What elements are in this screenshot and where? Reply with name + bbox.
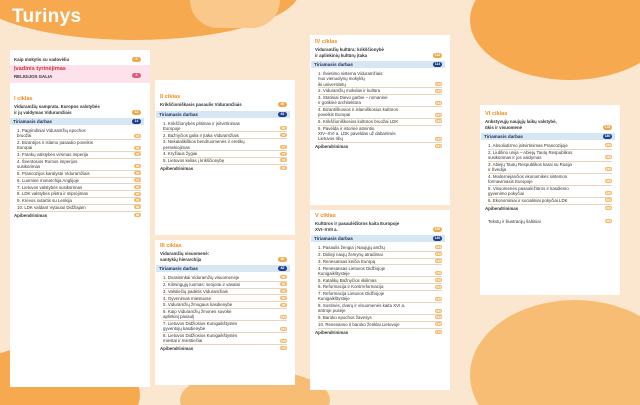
toc-item: susikūrimas ir jos valdymas (488, 155, 542, 161)
toc-item: 5. Krikščioniškosios kultūros bruožai LDK (318, 119, 399, 125)
cycle-label: I ciklas (14, 96, 33, 102)
summary-page-badge: 170 (435, 329, 441, 334)
work-label: Tiriamasis darbas (159, 111, 198, 117)
item-page-badge: 86 (281, 275, 286, 280)
work-bar (10, 118, 144, 125)
item-page-badge: 96 (281, 295, 286, 300)
cycle-title: ir aplinkinių kultūrų įtaka (315, 52, 367, 58)
toc-item: ir gotikinė architektūra (318, 100, 361, 106)
toc-item: 6. Luominė monarchija Anglijoje (17, 177, 79, 183)
item-page-badge: 104 (280, 326, 286, 331)
toc-item: 8. Lietuvos Didžiosios Kunigaikštystės (163, 333, 238, 339)
item-separator (488, 204, 612, 205)
work-page-badge: 114 (434, 62, 441, 67)
item-page-badge: 126 (435, 119, 441, 124)
cycle-page-badge: 112 (434, 52, 441, 57)
summary-page-badge: 88 (135, 212, 140, 217)
cycle-page-badge: 176 (604, 124, 611, 129)
toc-item: 1. Krikščionybės plitimas ir įsitvirtinimas (163, 120, 240, 126)
toc-item: 1. Absoliutizmo įsitvirtinimas Prancūzijoje (488, 143, 568, 149)
toc-item: miestai ir miestiečiai (163, 338, 203, 344)
item-page-badge: 46 (135, 171, 140, 176)
toc-item: 10. Renesanso ir baroko ženklai Lietuvoje (318, 322, 400, 327)
work-bar (311, 61, 445, 68)
cycle-label: IV ciklas (315, 39, 338, 45)
cycle-title: Viduramžių visuomenė: (160, 251, 210, 256)
item-page-badge: 122 (435, 100, 441, 105)
toc-item: persekiojimas (163, 144, 190, 150)
item-separator (163, 164, 287, 165)
toc-item: formavimasis Europoje (488, 179, 533, 185)
summary-label: Apibendrinimas (14, 212, 48, 218)
toc-item: 5. Viduramžių žmogaus kasdienybė (163, 302, 233, 308)
item-page-badge: 120 (435, 88, 441, 93)
cycle-label: III ciklas (160, 243, 182, 249)
toc-item: 2. Viduramžių mokslas ir kultūra (318, 88, 381, 94)
toc-item: 5. Prancūzijos karalystė Viduramžiais (17, 171, 90, 176)
cycle-page-badge: 138 (434, 226, 441, 231)
cycle-title: XVI–XVII a. (315, 226, 338, 232)
work-bar (156, 111, 290, 118)
item-separator (318, 328, 442, 329)
cycle-title: santykių hierarchija (160, 256, 202, 262)
summary-label: Apibendrinimas (485, 205, 519, 211)
item-page-badge: 192 (605, 167, 611, 172)
toc-item: 1. Pagrindiniai Viduramžių epochos (17, 128, 86, 134)
cycle-title: Viduramžių samprata. Europos valstybės (14, 104, 100, 109)
toc-item: 4. Gyvenimas miestuose (163, 295, 212, 301)
toc-item: aplinkinį pasaulį (163, 314, 194, 320)
item-page-badge: 40 (135, 164, 140, 169)
intro-page-badge: 3 (132, 57, 141, 62)
research-topic: RELIGIJOS GALIA (14, 74, 53, 79)
toc-item: 2. Kilmingųjų luomas: senjorai ir vasalai (163, 282, 240, 287)
sources-item: Tekstų ir iliustracijų šaltiniai (488, 218, 541, 224)
toc-item: 6. Pavėlda ir istorinė atmintis. (318, 126, 376, 131)
item-page-badge: 188 (605, 155, 611, 160)
toc-item: susikūrimas (17, 164, 41, 170)
toc-item: Europai (17, 145, 33, 151)
toc-item: ir Švedija (488, 167, 507, 173)
work-label: Tiriamasis darbas (484, 134, 523, 140)
cycle-title: Krikščioniškasis pasaulis Viduramžiais (160, 102, 242, 107)
item-page-badge: 164 (435, 315, 441, 320)
toc-item: 7. Reformacija Lietuvos Didžiojoje (318, 291, 385, 297)
toc-item: XIV–XVI a. LDK paveldas už dabartinės (318, 131, 396, 137)
cycle-title: ūkis ir visuomenė (485, 124, 523, 130)
toc-item: Europoje (163, 125, 181, 131)
summary-page-badge: 110 (281, 346, 286, 351)
toc-item: 1. Pasaulis žengia į Naujųjų amžių (318, 245, 385, 251)
toc-item: 6. Ekonominiai ir socialiniai pokyčiai LDK (488, 198, 568, 203)
cycle-label: II ciklas (160, 94, 181, 100)
item-page-badge: 168 (435, 322, 441, 327)
item-page-badge: 158 (435, 296, 441, 301)
item-page-badge: 74 (281, 144, 286, 149)
item-page-badge: 196 (605, 179, 611, 184)
item-page-badge: 78 (281, 158, 286, 163)
work-page-badge: 140 (434, 236, 441, 241)
work-label: Tiriamasis darbas (159, 266, 198, 272)
toc-item: 3. Valstiečių padėtis Viduramžiais (163, 288, 228, 294)
work-page-badge: 62 (278, 112, 287, 117)
item-page-badge: 146 (435, 252, 441, 257)
item-page-badge: 70 (281, 132, 286, 137)
toc-item: 9. Baroko epochos žavesys (318, 315, 372, 321)
item-page-badge: 118 (436, 81, 441, 86)
work-label: Tiriamasis darbas (314, 62, 353, 68)
bottom-right-shape (470, 300, 640, 405)
toc-item: Lietuvos ribų (318, 136, 343, 142)
item-page-badge: 34 (135, 152, 140, 157)
toc-item: 2. Liublino unija – Abiejų Tautų Respublikos (488, 150, 573, 155)
item-page-badge: 130 (435, 136, 441, 141)
item-page-badge: 28 (135, 145, 140, 150)
toc-item: gyvenimo pokyčiai (488, 191, 524, 197)
toc-item: 3. Frankų valstybės virsmas imperija (17, 152, 89, 158)
item-page-badge: 160 (435, 308, 441, 313)
toc-item: 3. Abiejų Tautų Respublikos karai su Rusija (488, 162, 572, 167)
item-page-badge: 150 (435, 271, 441, 275)
cycle-title: ir jų valdymas Viduramžiais (14, 109, 72, 115)
toc-item: 4. Šventosios Romos imperijos (17, 159, 78, 164)
item-page-badge: 124 (435, 112, 441, 117)
cycle-page-badge: 60 (278, 102, 287, 107)
item-page-badge: 152 (435, 277, 441, 282)
right-orange-shape (470, 0, 640, 80)
work-label: Tiriamasis darbas (314, 236, 353, 242)
item-page-badge: 68 (135, 191, 140, 196)
sources-page-badge: 206 (605, 218, 611, 223)
toc-item: 4. Modernėjančios ekonomikės sistemos (488, 174, 568, 179)
item-page-badge: 184 (605, 143, 611, 148)
item-page-badge: 76 (135, 198, 140, 203)
item-page-badge: 148 (435, 259, 441, 263)
toc-item: 1. Dvasininkai Viduramžių visuomenėje (163, 275, 240, 281)
cycle-page-badge: 12 (132, 110, 141, 115)
toc-item: 7. Lietuvos valstybės susikūrimas (17, 184, 83, 190)
toc-item: 8. Sostinės, dvarų ir visuomenės kaita XVI a. (318, 303, 406, 309)
summary-label: Apibendrinimas (315, 329, 349, 335)
toc-item: 3. Nekatalikiškos bendruomenės ir eretikų (163, 139, 245, 145)
cycle-label: VI ciklas (485, 111, 508, 117)
work-page-badge: 14 (132, 119, 141, 124)
toc-item: 10. LDK valdant Vytautui Didžiajam (17, 205, 86, 210)
cycle-title: Kultūros ir pasaulėžiūros kaita Europoje (315, 221, 400, 226)
work-page-badge: 180 (604, 134, 611, 139)
cycle-title: Ankstyvųjų naujųjų laikų valstybė, (485, 119, 557, 124)
summary-label: Apibendrinimas (160, 346, 194, 352)
summary-page-badge: 134 (435, 144, 441, 149)
toc-item: 5. Visuomenės pasaulėžiūros ir kasdienio (488, 186, 569, 191)
item-page-badge: 66 (281, 126, 286, 130)
summary-label: Apibendrinimas (315, 144, 349, 150)
item-page-badge: 200 (605, 198, 611, 203)
item-page-badge: 98 (281, 302, 286, 307)
toc-item: poveikis Europai (318, 112, 351, 118)
item-page-badge: 54 (135, 178, 140, 182)
item-page-badge: 198 (605, 191, 611, 196)
toc-item: nuo vienuolynų mokyklų (318, 76, 365, 82)
toc-item: 2. Bizantijos ir islamo pasaulio poveikis (17, 140, 93, 146)
toc-item: bruožai (17, 133, 32, 139)
work-bar (311, 235, 445, 242)
item-separator (318, 142, 442, 143)
item-separator (17, 211, 141, 212)
item-page-badge: 102 (280, 314, 286, 319)
toc-item: 3. Statiniai Dievo garbei – romaninė (318, 95, 388, 101)
item-page-badge: 76 (281, 151, 286, 156)
work-page-badge: 82 (278, 266, 287, 271)
toc-item: 1. Švietimo sistema Viduramžiais: (318, 71, 384, 77)
intro-item: Kaip mokytis su vadovėliu (14, 57, 70, 62)
research-heading: Įvadinis tyrinėjimas (14, 66, 66, 72)
cycle-title: Viduramžių kultūra: krikščionybė (315, 47, 384, 52)
page-title: Turinys (12, 6, 82, 27)
work-bar (481, 133, 615, 140)
toc-item: 4. Renesansas Lietuvos Didžiojoje (318, 265, 386, 271)
toc-item: 7. Lietuvos Didžiosios Kunigaikštystės (163, 321, 238, 327)
toc-item: 8. LDK valstybės plėtra ir stiprėjimas (17, 191, 89, 197)
toc-item: 4. Kryžiaus žygiai (163, 151, 198, 157)
item-page-badge: 92 (281, 289, 286, 293)
item-page-badge: 144 (435, 245, 441, 250)
toc-item: iki universitetų (318, 81, 346, 87)
toc-item: Kunigaikštystėje (318, 270, 350, 276)
summary-page-badge: 82 (281, 166, 286, 170)
work-bar (156, 265, 290, 272)
toc-item: antroje pusėje (318, 308, 346, 314)
item-page-badge: 106 (280, 338, 286, 343)
toc-item: 9. Krėvos sutartis su Lenkija (17, 198, 72, 204)
work-label: Tiriamasis darbas (13, 119, 52, 125)
cycle-page-badge: 80 (278, 257, 287, 262)
item-page-badge: 88 (281, 282, 286, 287)
research-page-badge: 4 (132, 73, 141, 78)
toc-item: 2. Didieji naujų žemynų atradimai (318, 252, 383, 257)
toc-item: 5. Katalikų Bažnyčios skilimas (318, 277, 377, 283)
summary-page-badge: 204 (605, 205, 611, 210)
item-page-badge: 62 (135, 184, 140, 189)
toc-item: 2. Bažnyčios galia ir įtaka Viduramžiais (163, 132, 239, 138)
toc-item: 5. Lietuvos kelias į krikščionybę (163, 158, 225, 164)
cycle-label: V ciklas (315, 213, 336, 219)
toc-item: Kunigaikštystėje (318, 296, 350, 302)
toc-item: gyventojų kasdienybė (163, 326, 206, 332)
item-page-badge: 82 (135, 205, 140, 210)
item-page-badge: 18 (135, 133, 140, 138)
toc-item: 6. Kaip Viduramžių žmonės suvokė (163, 309, 232, 315)
top-light-shape (190, 0, 280, 28)
toc-item: 4. Bizantiškosios ir islamiškosios kultūros (318, 107, 399, 113)
toc-item: 3. Renesansas keičia Europą (318, 258, 376, 264)
item-separator (163, 344, 287, 345)
summary-label: Apibendrinimas (160, 166, 194, 171)
item-page-badge: 154 (435, 284, 441, 289)
toc-item: 6. Reformacija ir Kontrreformacija (318, 284, 384, 290)
